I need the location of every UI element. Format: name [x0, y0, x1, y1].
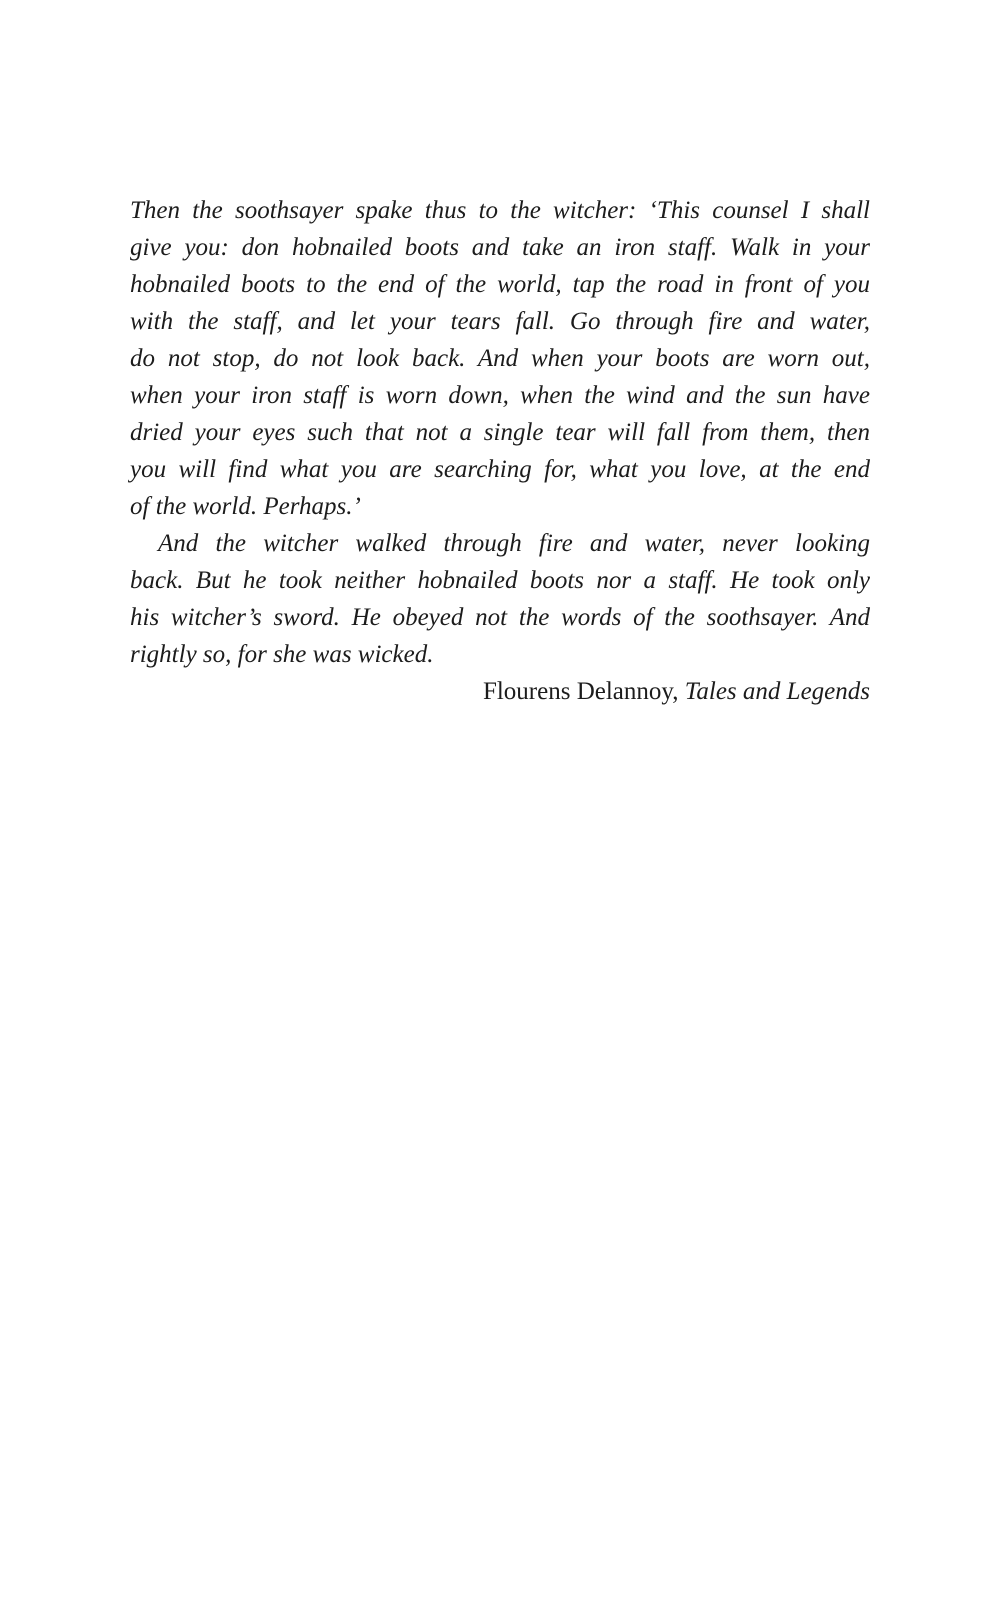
text-line: do not stop, do not look back. And when your boots are worn out,: [130, 345, 870, 372]
text-line: when your iron staff is worn down, when the wind and the sun have: [130, 382, 870, 409]
text-line: of the world. Perhaps.’: [130, 493, 361, 520]
epigraph: [130, 192, 870, 710]
text-line: his witcher’s sword. He obeyed not the words of the soothsayer. And: [130, 604, 870, 631]
attribution: [130, 673, 870, 710]
text-line: with the staff, and let your tears fall. Go through fire and water,: [130, 308, 870, 335]
text-line: give you: don hobnailed boots and take an iron staff. Walk in your: [130, 234, 870, 261]
epigraph-paragraph-1: [130, 192, 870, 525]
attribution-author: Flourens Delannoy,: [482, 678, 679, 705]
text-line: back. But he took neither hobnailed boots nor a staff. He took only: [130, 567, 870, 594]
attribution-work: Tales and Legends: [684, 678, 870, 705]
text-line: you will find what you are searching for, what you love, at the end: [130, 456, 870, 483]
text-line: hobnailed boots to the end of the world, tap the road in front of you: [130, 271, 870, 298]
text-line: And the witcher walked through fire and water, never looking: [158, 530, 870, 557]
text-line: rightly so, for she was wicked.: [130, 641, 434, 668]
text-line: dried your eyes such that not a single tear will fall from them, then: [130, 419, 870, 446]
text-line: Then the soothsayer spake thus to the witcher: ‘This counsel I shall: [130, 197, 870, 224]
epigraph-paragraph-2: [130, 525, 870, 673]
